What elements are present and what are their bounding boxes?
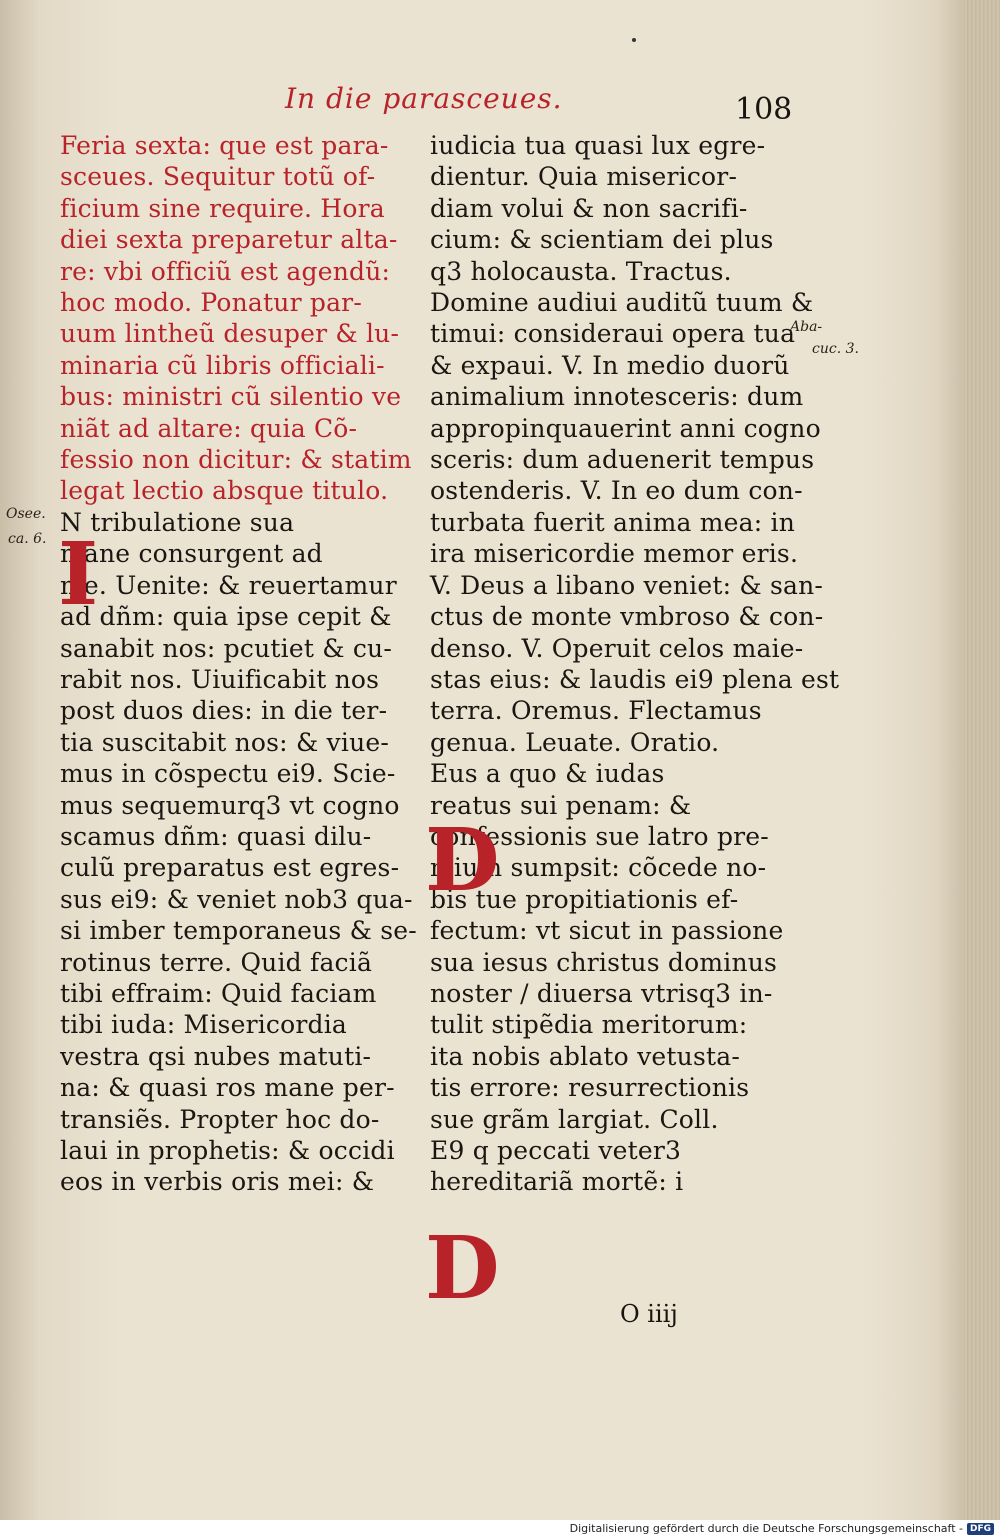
text-line: diei sexta preparetur alta- [60, 225, 398, 255]
text-line: sceues. Sequitur totũ of- [60, 162, 376, 192]
footer [570, 1522, 994, 1535]
initial-letter-i: I [58, 524, 99, 625]
text-line: re: vbi officiũ est agendũ: [60, 256, 391, 286]
text-line: appropinquauerint anni cogno [430, 413, 821, 443]
dfg-logo: DFG [967, 1523, 994, 1535]
text-line: sua iesus christus dominus [430, 947, 778, 977]
text-line: eos in verbis oris mei: & [60, 1167, 375, 1197]
text-line: tis errore: resurrectionis [430, 1073, 750, 1103]
left-column [60, 130, 417, 1198]
text-line: culũ preparatus est egres- [60, 853, 400, 883]
text-line: sanabit nos: pcutiet & cu- [60, 633, 392, 663]
text-line: confessionis sue latro pre- [430, 821, 769, 851]
text-line: scamus dñm: quasi dilu- [60, 821, 372, 851]
text-line: stas eius: & laudis ei9 plena est [430, 664, 840, 694]
text-line: timui: consideraui opera tua [430, 319, 796, 349]
text-line: si imber temporaneus & se- [60, 916, 417, 946]
text-line: fessio non dicitur: & statim [60, 445, 412, 475]
text-line: me. Uenite: & reuertamur [60, 570, 397, 600]
text-line: turbata fuerit anima mea: in [430, 507, 796, 537]
text-line: transiẽs. Propter hoc do- [60, 1104, 380, 1134]
text-line: E9 q peccati veter3 [430, 1136, 682, 1165]
text-line: post duos dies: in die ter- [60, 696, 388, 726]
text-line: bis tue propitiationis ef- [430, 884, 739, 914]
text-line: animalium innotesceris: dum [430, 382, 804, 412]
text-line: rotinus terre. Quid faciã [60, 947, 373, 977]
text-line: rabit nos. Uiuificabit nos [60, 664, 380, 694]
text-line: terra. Oremus. Flectamus [430, 696, 762, 726]
text-line: genua. Leuate. Oratio. [430, 727, 720, 757]
text-line: dientur. Quia misericor- [430, 162, 738, 192]
margin-note-cuc3: cuc. 3. [812, 341, 859, 357]
text-line: diam volui & non sacrifi- [430, 193, 748, 223]
margin-note-ca6: ca. 6. [8, 531, 47, 547]
signature-mark: O iiij [620, 1300, 678, 1328]
text-line: ira misericordie memor eris. [430, 539, 799, 569]
text-line: sus ei9: & veniet nob3 qua- [60, 884, 413, 914]
text-line: laui in prophetis: & occidi [60, 1136, 395, 1165]
text-line: noster / diuersa vtrisq3 in- [430, 978, 773, 1008]
text-line: sceris: dum aduenerit tempus [430, 445, 815, 475]
text-line: fectum: vt sicut in passione [430, 916, 784, 946]
text-line: bus: ministri cũ silentio ve [60, 382, 402, 412]
text-line: minaria cũ libris officiali- [60, 350, 385, 380]
text-line: denso. V. Operuit celos maie- [430, 633, 804, 663]
margin-note-aba: Aba- [790, 319, 823, 335]
text-line: ita nobis ablato vetusta- [430, 1041, 740, 1071]
margin-note-osee: Osee. [6, 506, 46, 522]
text-line: legat lectio absque titulo. [60, 476, 389, 506]
text-line: sue grãm largiat. Coll. [430, 1104, 719, 1134]
ink-dot [632, 38, 636, 42]
text-line: & expaui. V. In medio duorũ [430, 350, 790, 380]
text-line: mus in cõspectu ei9. Scie- [60, 759, 396, 789]
text-line: na: & quasi ros mane per- [60, 1073, 395, 1103]
text-line: V. Deus a libano veniet: & san- [430, 570, 824, 600]
text-line: ctus de monte vmbroso & con- [430, 602, 824, 632]
text-line: ad dñm: quia ipse cepit & [60, 602, 392, 632]
text-line: ostenderis. V. In eo dum con- [430, 476, 803, 506]
text-line: tulit stipẽdia meritorum: [430, 1010, 748, 1040]
text-line: reatus sui penam: & [430, 790, 692, 820]
footer-text: Digitalisierung gefördert durch die Deutsche Forschungsgemeinschaft - [569, 1522, 963, 1535]
text-line: tibi effraim: Quid faciam [60, 978, 377, 1008]
text-line: hoc modo. Ponatur par- [60, 288, 362, 318]
text-line: vestra qsi nubes matuti- [60, 1041, 372, 1071]
text-line: hereditariã mortẽ: i [430, 1167, 684, 1197]
text-line: uum lintheũ desuper & lu- [60, 319, 400, 349]
folio-number: 108 [735, 92, 793, 127]
text-line: mium sumpsit: cõcede no- [430, 853, 767, 883]
text-line: mane consurgent ad [60, 539, 323, 569]
text-line: tia suscitabit nos: & viue- [60, 727, 390, 757]
initial-letter-d: D [425, 810, 500, 911]
text-line: q3 holocausta. Tractus. [430, 256, 732, 286]
page-edges [965, 0, 1000, 1520]
text-line: tibi iuda: Misericordia [60, 1010, 348, 1040]
text-line: Domine audiui auditũ tuum & [430, 288, 814, 318]
text-line: Feria sexta: que est para- [60, 131, 389, 160]
text-line: niãt ad altare: quia Cõ- [60, 413, 358, 443]
text-line: mus sequemurq3 vt cogno [60, 790, 400, 820]
text-line: iudicia tua quasi lux egre- [430, 131, 766, 160]
initial-letter-d-2: D [425, 1218, 500, 1319]
running-head: In die parasceues. [285, 82, 563, 115]
text-line: ficium sine require. Hora [60, 193, 385, 223]
text-line: Eus a quo & iudas [430, 759, 665, 789]
text-line: cium: & scientiam dei plus [430, 225, 774, 255]
text-line: N tribulatione sua [60, 507, 295, 537]
